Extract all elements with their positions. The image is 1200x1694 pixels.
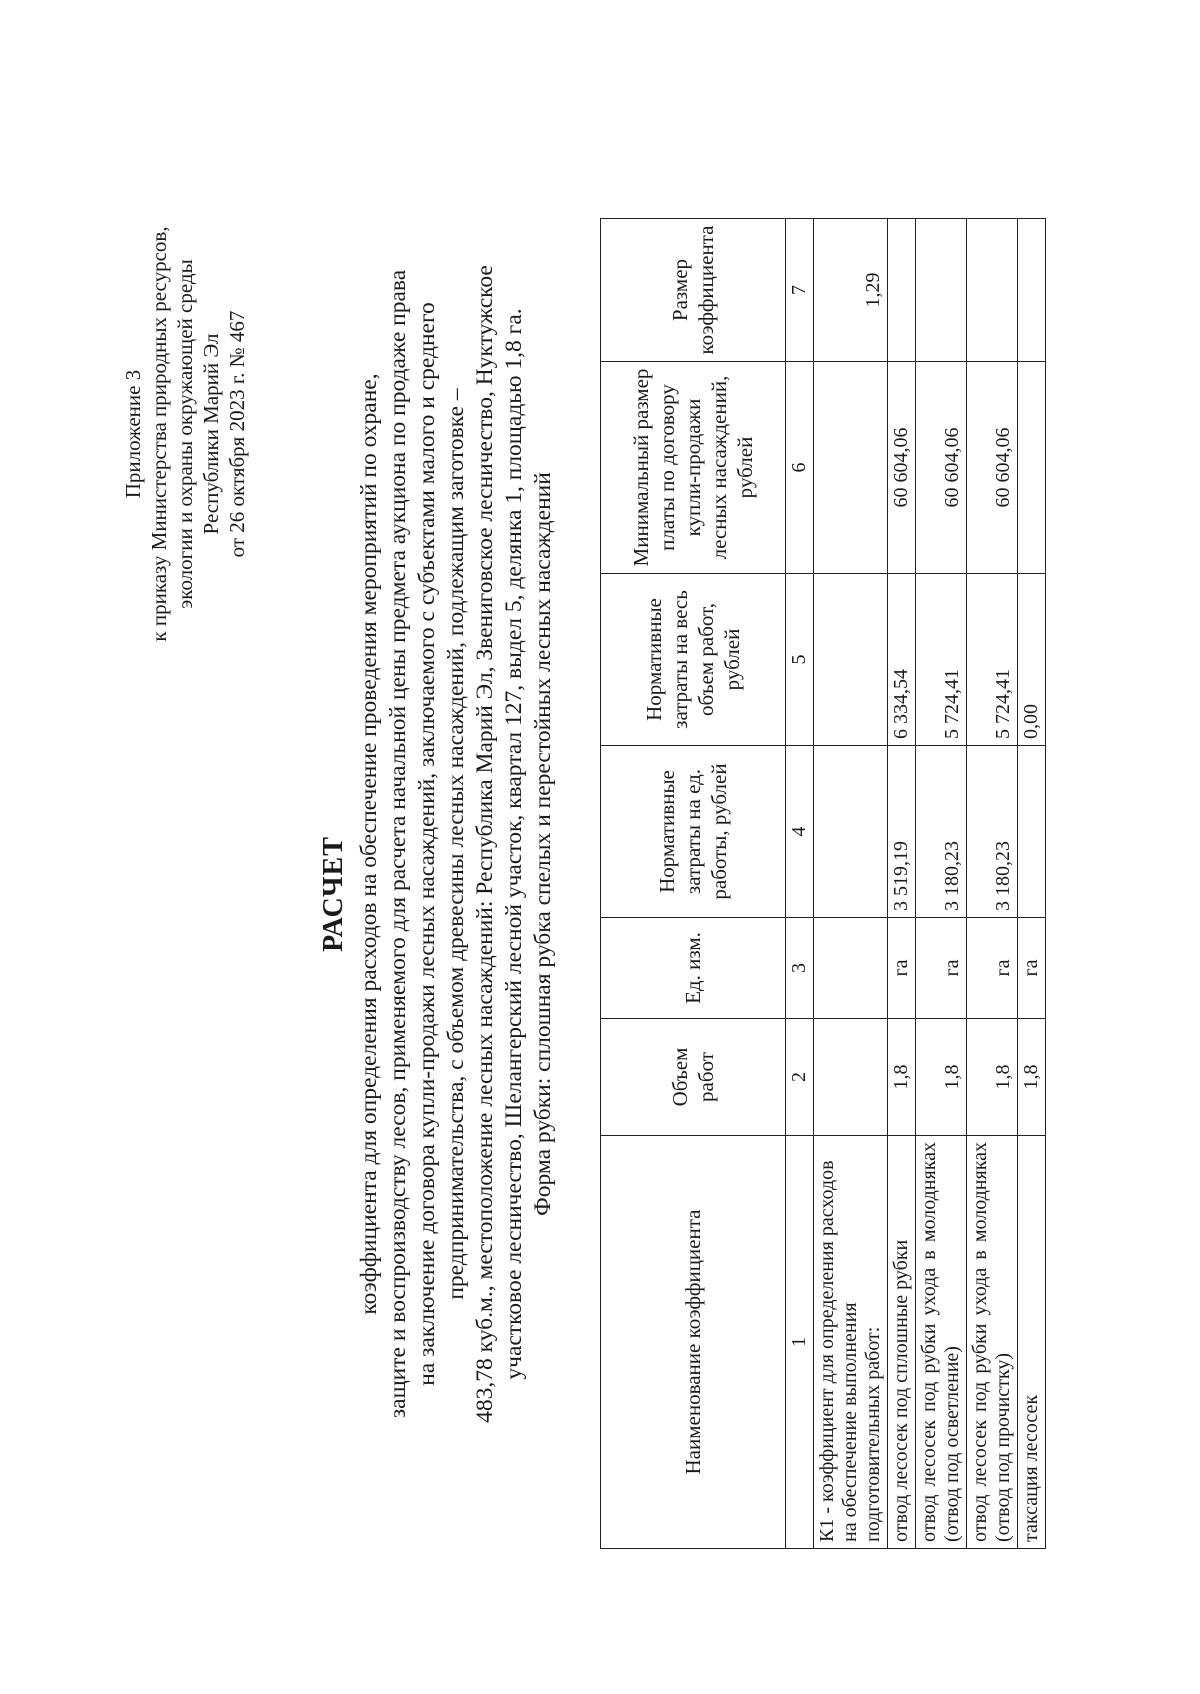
row-min-payment: 60 604,06 [967, 362, 1018, 574]
column-number: 7 [786, 219, 814, 362]
intro-line: коэффициента для определения расходов на обеспечение проведения мероприятий по охране, [356, 373, 382, 1315]
row-unit-cost: 3 180,23 [967, 746, 1018, 918]
header-unit-cost: Нормативные затраты на ед. работы, рублей [601, 746, 786, 918]
row-name: отвод лесосек под рубки ухода в молодняках (отвод под осветление) [916, 1136, 967, 1549]
row-name: отвод лесосек под рубки ухода в молодняках (отвод под прочистку) [967, 1136, 1018, 1549]
appendix-line: Приложение 3 [121, 369, 145, 499]
header-volume: Объем работ [601, 1019, 786, 1136]
row-unit: га [1018, 918, 1046, 1019]
row-unit: га [916, 918, 967, 1019]
row-total-cost: 6 334,54 [888, 574, 916, 746]
table-row [967, 219, 1018, 1549]
intro-line: защите и воспроизводству лесов, применяемого для расчета начальной цены предмета аукциона по продаже права [385, 269, 411, 1419]
intro-line: предпринимательства, с объемом древесины лесных насаждений, подлежащим заготовке – [443, 388, 469, 1300]
table-header-row [601, 219, 786, 1549]
row-unit-cost: 3 519,19 [888, 746, 916, 918]
header-name: Наименование коэффициента [601, 1136, 786, 1549]
column-number-row [786, 219, 814, 1549]
table-row [888, 219, 916, 1549]
k1-coefficient: 1,29 [814, 219, 888, 362]
header-unit: Ед. изм. [601, 918, 786, 1019]
row-unit-cost: 3 180,23 [916, 746, 967, 918]
row-total-cost: 5 724,41 [916, 574, 967, 746]
header-coefficient: Размер коэффициента [601, 219, 786, 362]
column-number: 6 [786, 362, 814, 574]
header-total-cost: Нормативные затраты на весь объем работ, рублей [601, 574, 786, 746]
row-unit-cost [1018, 746, 1046, 918]
table-row [916, 219, 967, 1549]
row-min-payment [1018, 362, 1046, 574]
appendix-line: Республики Марий Эл [199, 333, 223, 535]
table-row [1018, 219, 1046, 1549]
row-name: отвод лесосек под сплошные рубки [888, 1136, 916, 1549]
row-min-payment: 60 604,06 [916, 362, 967, 574]
row-unit: га [967, 918, 1018, 1019]
intro-line: 483,78 куб.м., местоположение лесных насаждений: Республика Марий Эл, Звениговское лесничество, Нуктужское [472, 265, 498, 1423]
row-volume: 1,8 [888, 1019, 916, 1136]
intro-line: участковое лесничество, Шелангерский лесной участок, квартал 127, выдел 5, делянка 1, площадью 1,8 га. [501, 308, 527, 1380]
intro-line: на заключение договора купли-продажи лесных насаждений, заключаемого с субъектами малого и среднего [414, 302, 440, 1386]
k1-name: К1 - коэффициент для определения расходов на обеспечение выполнения подготовительных работ: [814, 1136, 888, 1549]
appendix-block [120, 224, 250, 644]
document-title: РАСЧЕТ [318, 836, 349, 952]
column-number: 1 [786, 1136, 814, 1549]
appendix-line: экологии и охраны окружающей среды [173, 259, 197, 609]
row-volume: 1,8 [967, 1019, 1018, 1136]
header-min-payment: Минимальный размер платы по договору купли-продажи лесных насаждений, рублей [601, 362, 786, 574]
table-row-k1 [814, 219, 888, 1549]
row-total-cost: 5 724,41 [967, 574, 1018, 746]
row-name: таксация лесосек [1018, 1136, 1046, 1549]
calculation-table [600, 218, 1046, 1549]
appendix-line: к приказу Министерства природных ресурсов, [147, 226, 171, 642]
appendix-line: от 26 октября 2023 г. № 467 [225, 310, 249, 558]
row-unit: га [888, 918, 916, 1019]
column-number: 4 [786, 746, 814, 918]
row-volume: 1,8 [1018, 1019, 1046, 1136]
row-total-cost: 0,00 [1018, 574, 1046, 746]
intro-line: Форма рубки: сплошная рубка спелых и перестойных лесных насаждений [530, 472, 556, 1216]
row-min-payment: 60 604,06 [888, 362, 916, 574]
intro-paragraph [355, 114, 558, 1574]
column-number: 2 [786, 1019, 814, 1136]
column-number: 5 [786, 574, 814, 746]
row-volume: 1,8 [916, 1019, 967, 1136]
column-number: 3 [786, 918, 814, 1019]
